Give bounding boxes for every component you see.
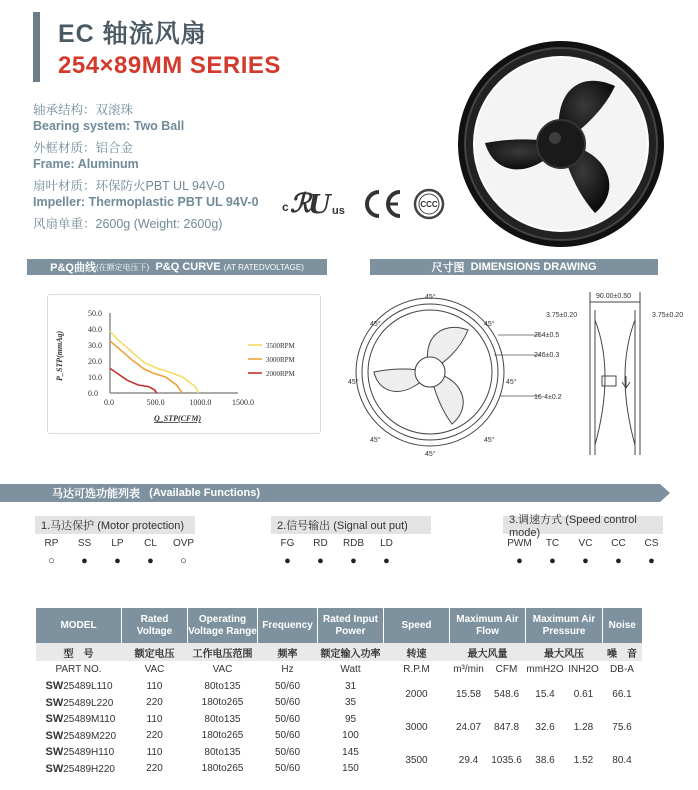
certifications xyxy=(282,186,446,222)
dimensions-section-title: 尺寸图 DIMENSIONS DRAWING xyxy=(370,259,658,275)
function-availability: ● xyxy=(284,555,291,567)
page-title-series: 254×89MM SERIES xyxy=(58,52,281,79)
angle-label: 45° xyxy=(425,451,436,458)
power-cell: 145 xyxy=(342,746,359,758)
y-axis-label: P_STP(mmAq) xyxy=(55,330,64,381)
airflow-cfm-cell: 1035.6 xyxy=(491,755,522,766)
function-code: LD xyxy=(380,538,393,549)
model-cell: SW25489H110 xyxy=(45,746,115,759)
function-group-title: 1.马达保护 (Motor protection) xyxy=(35,516,195,534)
voltage-cell: 220 xyxy=(146,763,163,775)
frequency-cell: 50/60 xyxy=(274,680,301,692)
header-speed: Speed xyxy=(384,608,450,643)
y-tick-label: 40.0 xyxy=(88,325,102,334)
x-tick-label: 1500.0 xyxy=(232,398,254,407)
function-code: SS xyxy=(77,538,92,549)
range-cell: 180to265 xyxy=(201,697,244,709)
noise-cell: 66.1 xyxy=(612,689,632,700)
angle-label: 45° xyxy=(425,294,436,301)
function-code: PWM xyxy=(507,538,532,549)
function-code: LP xyxy=(111,538,124,549)
range-cell: 80to135 xyxy=(204,680,241,692)
dim-flange-right: 3.75±0.20 xyxy=(652,312,684,319)
unit-cell: VAC xyxy=(212,664,233,675)
function-availability: ● xyxy=(383,555,390,567)
airflow-cfm-cell: 847.8 xyxy=(493,722,520,733)
airflow-cfm-cell: 548.6 xyxy=(493,689,520,700)
available-functions-title: 马达可选功能列表 (Available Functions) xyxy=(0,484,660,502)
dim-inner-diameter: 246±0.3 xyxy=(534,352,560,359)
model-cell: SW25489L220 xyxy=(45,696,114,709)
table-row xyxy=(36,711,642,728)
y-tick-label: 10.0 xyxy=(88,373,102,382)
ccc-cert-icon xyxy=(412,187,446,221)
svg-text:CCC: CCC xyxy=(420,200,438,209)
unit-cell: Hz xyxy=(281,664,294,675)
ce-cert-icon xyxy=(360,187,404,221)
spec-impeller-en: Impeller: Thermoplastic PBT UL 94V-0 xyxy=(33,195,259,209)
function-code: CS xyxy=(644,538,659,549)
legend-label: 3500RPM xyxy=(266,342,295,350)
power-cell: 100 xyxy=(342,730,359,742)
voltage-cell: 220 xyxy=(146,697,163,709)
y-tick-label: 50.0 xyxy=(88,309,102,318)
unit-cell: INH2O xyxy=(568,664,599,675)
x-tick-label: 0.0 xyxy=(104,398,114,407)
header-cn: 工作电压范围 xyxy=(188,643,258,661)
title-accent-bar xyxy=(33,12,40,82)
voltage-cell: 220 xyxy=(146,730,163,742)
header-cn: 频率 xyxy=(258,643,318,661)
unit-cell: Watt xyxy=(340,664,361,675)
header-noise: Noise xyxy=(603,608,642,643)
y-tick-label: 20.0 xyxy=(88,357,102,366)
unit-cell: R.P.M xyxy=(403,664,430,675)
pressure-in-cell: 1.52 xyxy=(573,755,594,766)
pressure-mm-cell: 38.6 xyxy=(535,755,555,766)
function-code: RP xyxy=(44,538,59,549)
function-group-motor-protection xyxy=(35,516,200,569)
x-tick-label: 500.0 xyxy=(146,398,165,407)
spec-weight: 风扇单重：2600g (Weight: 2600g) xyxy=(33,217,223,231)
svg-text:c: c xyxy=(282,200,289,214)
header-rated-voltage: Rated Voltage xyxy=(122,608,188,643)
function-availability: ○ xyxy=(180,555,187,567)
pressure-in-cell: 1.28 xyxy=(573,722,594,733)
spec-table xyxy=(35,608,642,777)
page-title-cn: EC 轴流风扇 xyxy=(58,20,207,48)
pq-curve-section-title: P&Q曲线 (在额定电压下) P&Q CURVE (AT RATEDVOLTAGE) xyxy=(27,259,327,275)
pressure-mm-cell: 32.6 xyxy=(535,722,555,733)
angle-label: 45° xyxy=(506,379,517,386)
speed-cell: 3000 xyxy=(405,722,428,733)
function-code: RD xyxy=(313,538,328,549)
function-availability: ● xyxy=(516,555,523,567)
airflow-m3-cell: 24.07 xyxy=(455,722,482,733)
function-availability: ● xyxy=(317,555,324,567)
y-tick-label: 30.0 xyxy=(88,341,102,350)
pressure-in-cell: 0.61 xyxy=(573,689,594,700)
range-cell: 180to265 xyxy=(201,730,244,742)
header-air-pressure: Maximum Air Pressure xyxy=(526,608,603,643)
power-cell: 95 xyxy=(344,713,357,725)
range-cell: 80to135 xyxy=(204,746,241,758)
header-cn: 最大风量 xyxy=(450,643,526,661)
pressure-mm-cell: 15.4 xyxy=(535,689,555,700)
svg-text:U: U xyxy=(308,190,331,220)
legend-label: 2000RPM xyxy=(266,370,295,378)
model-cell: SW25489L110 xyxy=(45,680,113,693)
power-cell: 35 xyxy=(344,697,357,709)
function-availability: ● xyxy=(147,555,154,567)
function-group-speed-control xyxy=(503,516,668,569)
x-tick-label: 1000.0 xyxy=(189,398,212,407)
range-cell: 180to265 xyxy=(201,763,244,775)
function-code: RDB xyxy=(342,538,365,549)
dimensions-drawing xyxy=(350,280,695,465)
voltage-cell: 110 xyxy=(146,713,163,725)
ul-cert-icon xyxy=(282,187,352,221)
dim-depth: 90.00±0.50 xyxy=(596,293,631,300)
header-model: MODEL xyxy=(36,608,122,643)
svg-text:us: us xyxy=(332,205,345,217)
frequency-cell: 50/60 xyxy=(274,746,301,758)
model-cell: SW25489M110 xyxy=(45,713,116,726)
unit-cell: CFM xyxy=(495,664,518,675)
angle-label: 45° xyxy=(370,437,381,444)
dim-outer-diameter: 254±0.5 xyxy=(534,332,560,339)
frequency-cell: 50/60 xyxy=(274,697,301,709)
pq-chart-panel xyxy=(47,294,321,434)
header-cn: 额定电压 xyxy=(122,643,188,661)
airflow-m3-cell: 15.58 xyxy=(455,689,482,700)
table-row xyxy=(36,744,642,761)
function-group-title: 2.信号输出 (Signal out put) xyxy=(271,516,431,534)
header-frequency: Frequency xyxy=(258,608,318,643)
function-code: OVP xyxy=(172,538,195,549)
legend-label: 3000RPM xyxy=(266,356,295,364)
function-availability: ● xyxy=(81,555,88,567)
range-cell: 80to135 xyxy=(204,713,241,725)
angle-label: 45° xyxy=(370,321,381,328)
function-code: TC xyxy=(545,538,560,549)
dim-mount-holes: 16-4±0.2 xyxy=(534,394,562,401)
function-availability: ● xyxy=(114,555,121,567)
unit-cell: VAC xyxy=(144,664,165,675)
function-availability: ● xyxy=(648,555,655,567)
spec-bearing-cn: 轴承结构：双滚珠 xyxy=(33,103,134,117)
fan-product-image xyxy=(455,38,667,250)
function-availability: ● xyxy=(549,555,556,567)
power-cell: 150 xyxy=(342,763,359,775)
noise-cell: 80.4 xyxy=(612,755,632,766)
function-code: VC xyxy=(578,538,593,549)
speed-cell: 3500 xyxy=(405,755,428,766)
dim-flange-left: 3.75±0.20 xyxy=(546,312,578,319)
angle-label: 45° xyxy=(484,321,495,328)
table-row xyxy=(36,678,642,695)
function-availability: ● xyxy=(582,555,589,567)
function-code: CL xyxy=(144,538,157,549)
pq-chart xyxy=(48,295,322,435)
function-availability: ● xyxy=(350,555,357,567)
spec-frame-cn: 外框材质：铝合金 xyxy=(33,141,134,155)
function-group-signal-output xyxy=(271,516,431,569)
unit-cell: mmH2O xyxy=(526,664,564,675)
spec-impeller-cn: 扇叶材质：环保防火PBT UL 94V-0 xyxy=(33,179,225,193)
series-line-3500RPM xyxy=(110,331,198,393)
function-availability: ● xyxy=(615,555,622,567)
series-line-3000RPM xyxy=(110,341,182,393)
header-cn: 型 号 xyxy=(36,643,122,661)
function-code: FG xyxy=(280,538,295,549)
unit-cell: m³/min xyxy=(453,664,484,675)
angle-label: 45° xyxy=(348,379,359,386)
angle-label: 45° xyxy=(484,437,495,444)
svg-text:ℛ: ℛ xyxy=(290,189,311,219)
header-cn: 最大风压 xyxy=(526,643,603,661)
voltage-cell: 110 xyxy=(146,680,163,692)
function-availability: ○ xyxy=(48,555,55,567)
frequency-cell: 50/60 xyxy=(274,763,301,775)
header-input-power: Rated Input Power xyxy=(318,608,384,643)
unit-cell: PART NO. xyxy=(55,664,102,675)
header-cn: 转速 xyxy=(384,643,450,661)
header-air-flow: Maximum Air Flow xyxy=(450,608,526,643)
airflow-m3-cell: 29.4 xyxy=(458,755,479,766)
power-cell: 31 xyxy=(344,680,357,692)
unit-cell: DB-A xyxy=(610,664,634,675)
speed-cell: 2000 xyxy=(405,689,428,700)
header-cn: 噪 音 xyxy=(603,643,642,661)
header-operating-range: Operating Voltage Range xyxy=(188,608,258,643)
noise-cell: 75.6 xyxy=(612,722,632,733)
model-cell: SW25489H220 xyxy=(45,762,115,775)
header-cn: 额定输入功率 xyxy=(318,643,384,661)
y-tick-label: 0.0 xyxy=(88,389,98,398)
frequency-cell: 50/60 xyxy=(274,730,301,742)
spec-frame-en: Frame: Aluminum xyxy=(33,157,139,171)
frequency-cell: 50/60 xyxy=(274,713,301,725)
function-code: CC xyxy=(611,538,626,549)
model-cell: SW25489M220 xyxy=(45,729,117,742)
spec-bearing-en: Bearing system: Two Ball xyxy=(33,119,185,133)
function-group-title: 3.调速方式 (Speed control mode) xyxy=(503,516,663,534)
x-axis-label: Q_STP(CFM) xyxy=(154,414,202,423)
voltage-cell: 110 xyxy=(146,746,163,758)
